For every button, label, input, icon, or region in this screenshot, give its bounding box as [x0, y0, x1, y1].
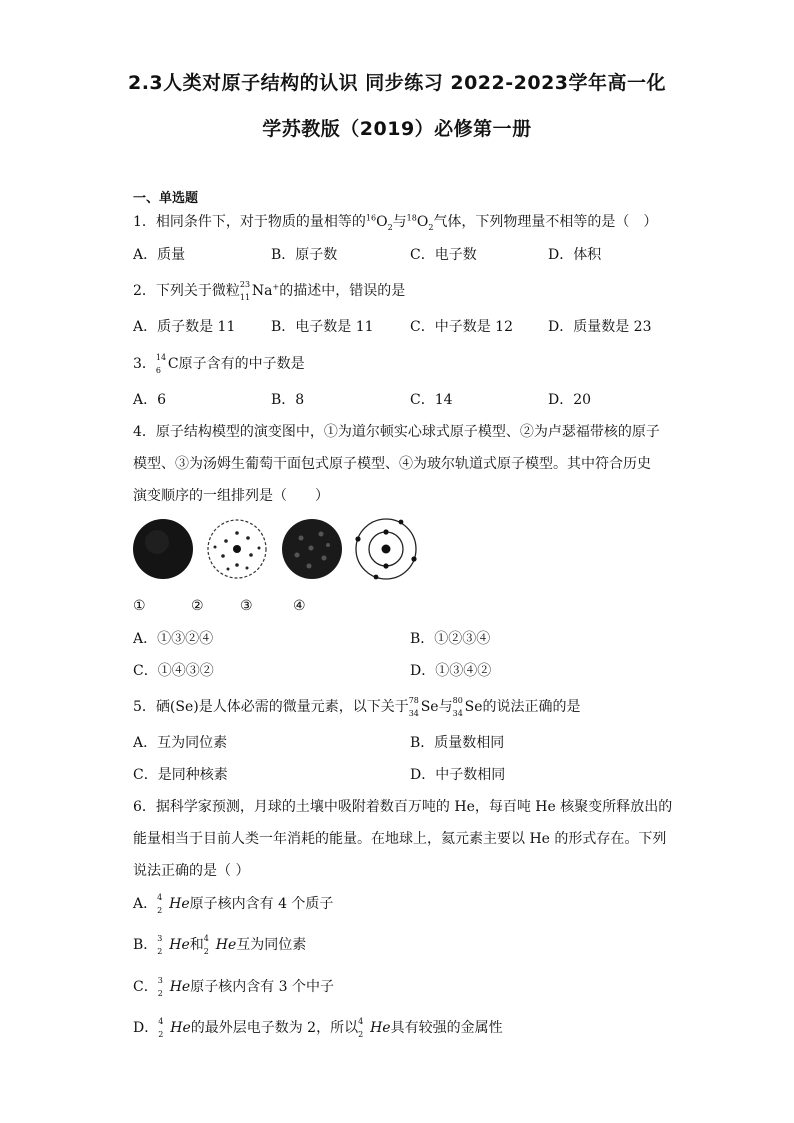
option-b[interactable]: B．8 — [271, 392, 305, 408]
thomson-plum-pudding-model — [282, 519, 342, 579]
option-a[interactable]: A．6 — [133, 392, 167, 408]
question-4-options-row1 — [133, 628, 693, 648]
option-a[interactable]: A．互为同位素 — [133, 735, 228, 751]
option-a[interactable]: A．质量 — [133, 247, 186, 263]
option-b[interactable]: B．质量数相同 — [410, 735, 505, 751]
option-b[interactable]: B．①②③④ — [410, 631, 491, 647]
question-6-option-d[interactable]: D． 4 2 He的最外层电子数为 2，所以 4 2 He具有较强的金属性 — [133, 1017, 503, 1039]
question-2-options — [133, 316, 693, 336]
option-d[interactable]: D．20 — [548, 392, 592, 408]
option-d[interactable]: D．体积 — [548, 247, 602, 263]
question-5-options-row1 — [133, 732, 693, 752]
atom-model-labels — [133, 598, 433, 618]
atom-models-figure — [131, 518, 431, 582]
document-title-line2: 学苏教版（2019）必修第一册 — [262, 118, 532, 140]
option-d[interactable]: D．①③④② — [410, 663, 492, 679]
document-title-line1: 2.3人类对原子结构的认识 同步练习 2022-2023学年高一化 — [127, 72, 667, 94]
model-label-1: ① — [133, 598, 146, 614]
option-a[interactable]: A．①③②④ — [133, 631, 214, 647]
option-b[interactable]: B．原子数 — [271, 247, 338, 263]
question-6-option-b[interactable]: B． 3 2 He和 4 2 He互为同位素 — [133, 934, 307, 956]
model-label-2: ② — [191, 598, 204, 614]
question-2-stem: 2．下列关于微粒 23 11 Na+的描述中，错误的是 — [133, 280, 406, 302]
question-6-stem-line2: 能量相当于目前人类一年消耗的能量。在地球上，氦元素主要以 He 的形式存在。下列 — [133, 831, 667, 847]
option-c[interactable]: C．①④③② — [133, 663, 214, 679]
question-5-stem: 5．硒(Se)是人体必需的微量元素，以下关于 78 34 Se与 80 34 Se的说法正确的是 — [133, 696, 581, 718]
option-c[interactable]: C．电子数 — [410, 247, 477, 263]
question-3-options — [133, 389, 693, 409]
option-b[interactable]: B．电子数是 11 — [271, 319, 374, 335]
option-d[interactable]: D．质量数是 23 — [548, 319, 652, 335]
dalton-solid-sphere-model — [133, 519, 193, 579]
question-6-stem-line1: 6．据科学家预测，月球的土壤中吸附着数百万吨的 He，每百吨 He 核聚变所释放出的 — [133, 799, 673, 815]
option-c[interactable]: C．14 — [410, 392, 453, 408]
question-4-options-row2 — [133, 660, 693, 680]
question-4-stem-line3: 演变顺序的一组排列是（ ） — [133, 488, 329, 504]
question-1-stem: 1．相同条件下，对于物质的量相等的$^{16}O_2$与$^{18}O_2$气体，下列物理量不相等的是（ ） — [133, 213, 658, 232]
rutherford-nuclear-model — [208, 520, 266, 578]
question-3-stem: 3． 14 6 C原子含有的中子数是 — [133, 353, 305, 375]
question-6-stem-line3: 说法正确的是（ ） — [133, 863, 250, 879]
section-heading: 一、单选题 — [133, 191, 199, 206]
option-a[interactable]: A．质子数是 11 — [133, 319, 236, 335]
question-4-stem-line2: 模型、③为汤姆生葡萄干面包式原子模型、④为玻尔轨道式原子模型。其中符合历史 — [133, 456, 651, 472]
question-6-option-c[interactable]: C． 3 2 He原子核内含有 3 个中子 — [133, 976, 335, 998]
option-d[interactable]: D．中子数相同 — [410, 767, 506, 783]
option-c[interactable]: C．是同种核素 — [133, 767, 228, 783]
question-4-stem-line1: 4．原子结构模型的演变图中，①为道尔顿实心球式原子模型、②为卢瑟福带核的原子 — [133, 424, 660, 440]
question-1-options — [133, 244, 693, 264]
question-6-option-a[interactable]: A． 4 2 He原子核内含有 4 个质子 — [133, 893, 334, 915]
model-label-3: ③ — [240, 598, 253, 614]
bohr-orbit-model — [355, 519, 416, 579]
model-label-4: ④ — [293, 598, 306, 614]
option-c[interactable]: C．中子数是 12 — [410, 319, 513, 335]
question-5-options-row2 — [133, 764, 693, 784]
